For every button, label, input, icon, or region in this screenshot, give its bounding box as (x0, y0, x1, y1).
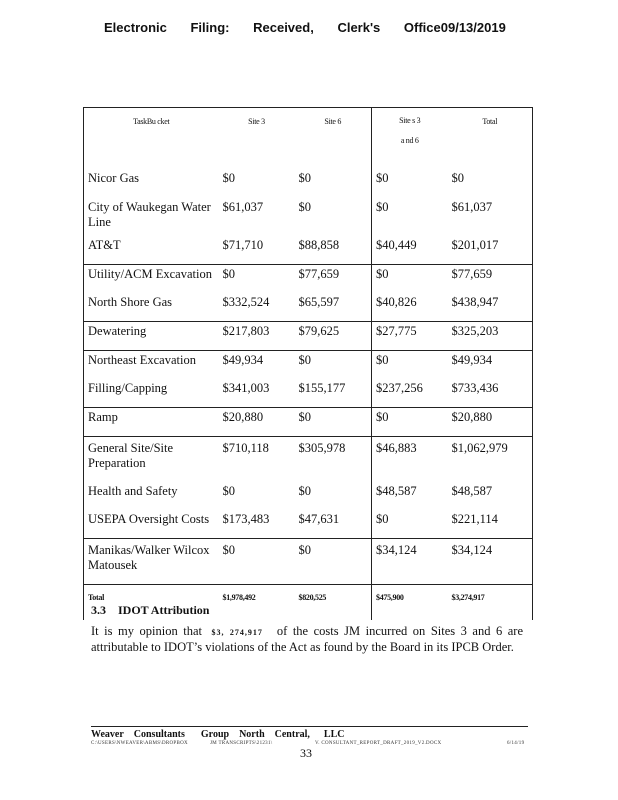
footer-document-name: V. CONSULTANT_REPORT_DRAFT_2019_V2.DOCX (315, 741, 442, 746)
table-row: Northeast Excavation $49,934 $0 $0 $49,934 (84, 351, 533, 380)
table-row: City of Waukegan Water Line $61,037 $0 $0 $61,037 (84, 198, 533, 236)
footer-transcripts-path: JM TRANSCRIPTS\21231\ (210, 741, 273, 746)
page-number: 33 (300, 746, 312, 760)
cost-table (83, 107, 533, 620)
table-row: Dewatering $217,803 $79,625 $27,775 $325,203 (84, 322, 533, 351)
header-task-bucket: TaskBu cket (84, 108, 219, 168)
footer-date: 6/14/19 (507, 741, 525, 746)
table-total-row: Total $1,978,492 $820,525 $475,900 $3,274,917 (84, 585, 533, 621)
header-site-3: Site 3 (219, 108, 295, 168)
table-row: USEPA Oversight Costs $173,483 $47,631 $0 $221,114 (84, 510, 533, 539)
table-row: Utility/ACM Excavation $0 $77,659 $0 $77,659 (84, 265, 533, 294)
section-heading: 3.3 IDOT Attribution (91, 603, 210, 617)
header-site-6: Site 6 (295, 108, 372, 168)
table-row: Manikas/Walker Wilcox Matousek $0 $0 $34,124 $34,124 (84, 539, 533, 585)
table-row: AT&T $71,710 $88,858 $40,449 $201,017 (84, 236, 533, 265)
header-total: Total (448, 108, 533, 168)
attribution-paragraph: It is my opinion that $3, 274,917 of the costs JM incurred on Sites 3 and 6 are attributable to IDOT’s violations of the Act as found by the Board in its IPCB Order. (91, 624, 524, 654)
footer-divider (91, 726, 528, 727)
table-row: Filling/Capping $341,003 $155,177 $237,256 $733,436 (84, 379, 533, 408)
attribution-amount: $3, 274,917 (211, 628, 263, 637)
table-row: Ramp $20,880 $0 $0 $20,880 (84, 408, 533, 437)
table-row: Nicor Gas $0 $0 $0 $0 (84, 167, 533, 198)
table-row: North Shore Gas $332,524 $65,597 $40,826 $438,947 (84, 293, 533, 322)
footer-firm-name: Weaver Consultants Group North Central, LLC (91, 729, 345, 740)
table-row: Health and Safety $0 $0 $48,587 $48,587 (84, 482, 533, 510)
footer-file-path: C:\USERS\NWEAVER\ABMS\DROPBOX (91, 741, 188, 746)
table-header-row (84, 108, 533, 168)
electronic-filing-stamp: Electronic Filing: Received, Clerk's Office09/13/2019 (104, 20, 506, 35)
table-row: General Site/Site Preparation $710,118 $305,978 $46,883 $1,062,979 (84, 437, 533, 483)
header-sites-3-and-6: Site s 3 a nd 6 (372, 108, 448, 168)
